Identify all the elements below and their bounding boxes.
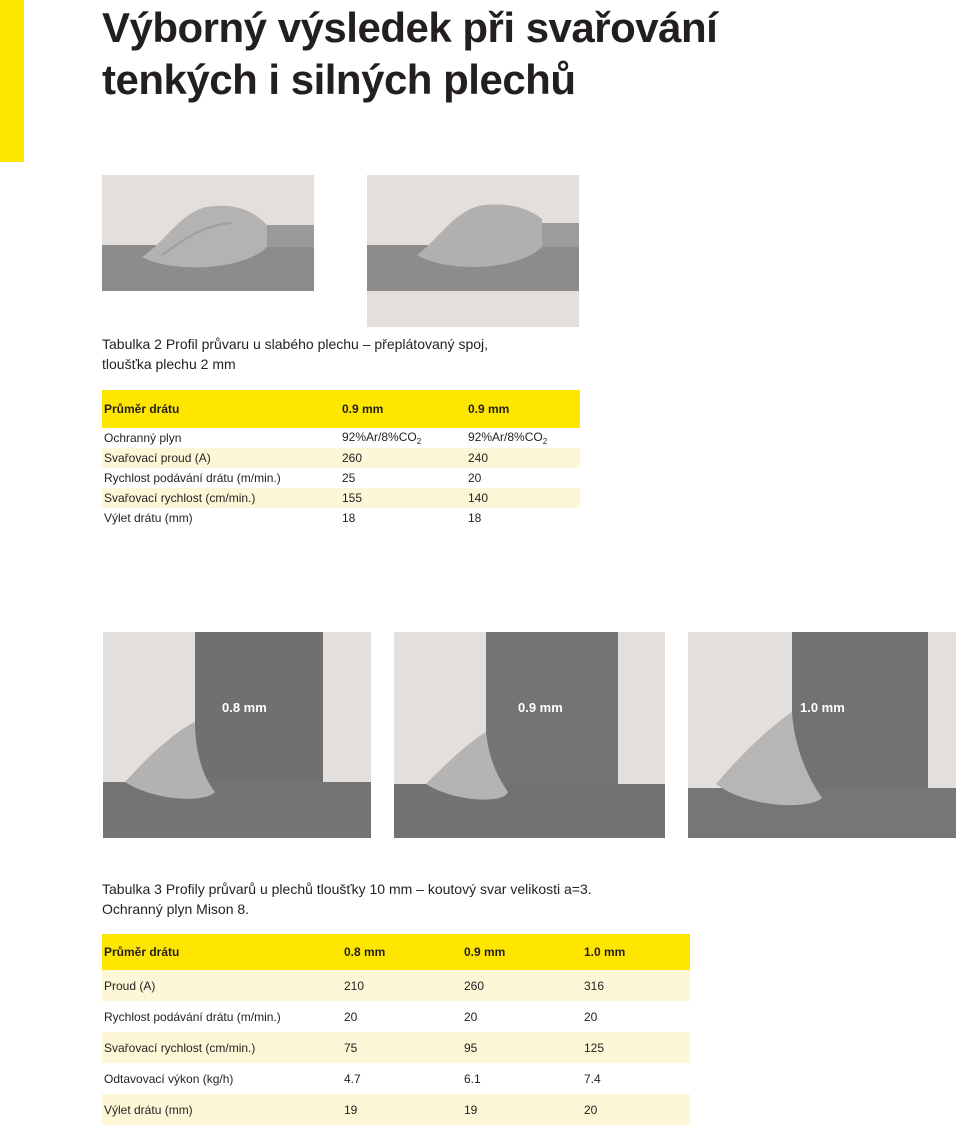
page-title-line-1: Výborný výsledek při svařování <box>102 4 718 51</box>
page-title <box>102 2 717 106</box>
table-row: Rychlost podávání drátu (m/min.) 25 20 <box>104 471 482 485</box>
fillet-label-1: 0.8 mm <box>222 700 267 715</box>
table2-caption: Tabulka 2 Profil průvaru u slabého plechu – přeplátovaný spoj, tloušťka plechu 2 mm <box>102 336 489 372</box>
table-row: Svařovací rychlost (cm/min.) 75 95 125 <box>102 1032 690 1063</box>
page-title-line-2: tenkých i silných plechů <box>102 56 576 103</box>
fillet-label-3: 1.0 mm <box>800 700 845 715</box>
table-row: Výlet drátu (mm) 19 19 20 <box>102 1094 690 1125</box>
fillet-weld-photo-3 <box>688 632 956 838</box>
table-3 <box>102 934 690 1125</box>
fillet-weld-photo-1 <box>103 632 371 838</box>
table3-caption: Tabulka 3 Profily průvarů u plechů tloušťky 10 mm – koutový svar velikosti a=3. Ochranný plyn Mison 8. <box>102 881 592 917</box>
table-row: Rychlost podávání drátu (m/min.) 20 20 20 <box>104 1009 598 1024</box>
fillet-label-2: 0.9 mm <box>518 700 563 715</box>
table-row: Svařovací proud (A) 260 240 <box>102 448 580 468</box>
table-row: Průměr drátu 0.8 mm 0.9 mm 1.0 mm <box>102 934 690 970</box>
table-row: Proud (A) 210 260 316 <box>102 970 690 1001</box>
accent-bar <box>0 0 24 162</box>
table-row: Odtavovací výkon (kg/h) 4.7 6.1 7.4 <box>104 1071 601 1086</box>
table-row: Svařovací rychlost (cm/min.) 155 140 <box>102 488 580 508</box>
fillet-weld-photo-2 <box>394 632 665 838</box>
table-row: Ochranný plyn $92\%Ar/8\%CO_2$ $92\%Ar/8\%CO_2$ <box>104 430 548 446</box>
table-2 <box>102 390 580 528</box>
lap-joint-photo-2 <box>367 175 579 327</box>
table-row: Výlet drátu (mm) 18 18 <box>104 511 482 525</box>
table-row: Průměr drátu 0.9 mm 0.9 mm <box>102 390 580 428</box>
lap-joint-photo-1 <box>102 175 314 291</box>
